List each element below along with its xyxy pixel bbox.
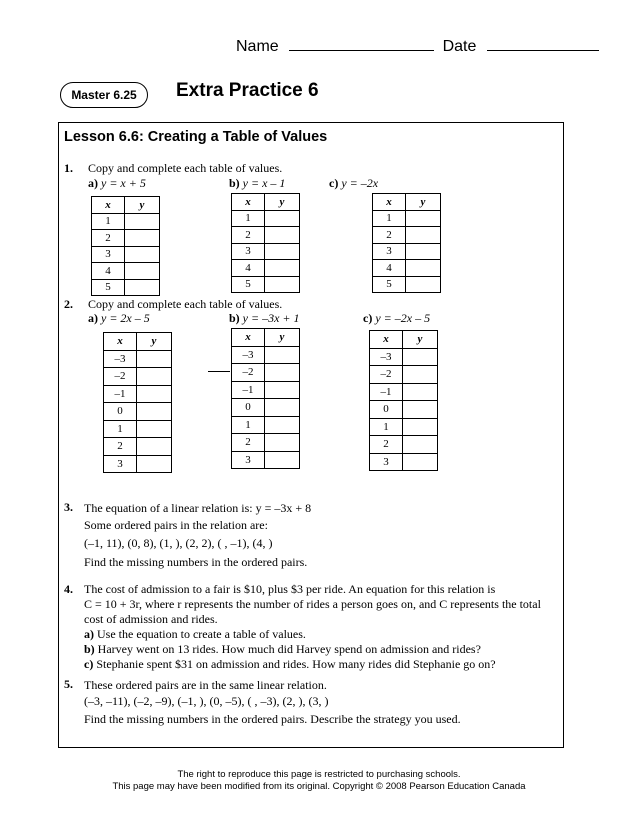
table-header-row xyxy=(232,194,300,211)
x-value: 0 xyxy=(232,399,265,417)
header-y: y xyxy=(265,329,300,347)
table-row xyxy=(370,401,438,419)
table-row xyxy=(232,346,300,364)
table-row xyxy=(232,227,300,244)
date-blank[interactable] xyxy=(487,36,599,51)
header-x: x xyxy=(370,331,403,349)
table-header-row xyxy=(373,194,441,211)
table-row xyxy=(104,368,172,386)
y-answer-cell[interactable] xyxy=(403,348,438,366)
q5-line: These ordered pairs are in the same linear relation. xyxy=(84,678,327,692)
q5-line: (–3, –11), (–2, –9), (–1, ), (0, –5), ( , –3), (2, ), (3, ) xyxy=(84,694,329,708)
x-value: –3 xyxy=(104,350,137,368)
table-row xyxy=(232,243,300,260)
q4-line: cost of admission and rides. xyxy=(84,612,218,626)
y-answer-cell[interactable] xyxy=(265,227,300,244)
x-value: 1 xyxy=(104,420,137,438)
q2-part-a: a) y = 2x – 5 xyxy=(88,311,150,325)
header-y: y xyxy=(265,194,300,211)
table-header-row xyxy=(92,197,160,214)
x-value: 0 xyxy=(104,403,137,421)
q2-part-b: b) y = –3x + 1 xyxy=(229,311,300,325)
y-answer-cell[interactable] xyxy=(125,230,160,247)
table-row xyxy=(232,260,300,277)
header-y: y xyxy=(125,197,160,214)
q3-line: (–1, 11), (0, 8), (1, ), (2, 2), ( , –1), (4, ) xyxy=(84,536,273,550)
y-answer-cell[interactable] xyxy=(125,246,160,263)
table-row xyxy=(92,230,160,247)
q3-line: Some ordered pairs in the relation are: xyxy=(84,517,268,532)
y-answer-cell[interactable] xyxy=(137,385,172,403)
table-row xyxy=(232,416,300,434)
master-badge: Master 6.25 xyxy=(60,82,148,108)
table-row xyxy=(232,451,300,469)
y-answer-cell[interactable] xyxy=(406,276,441,293)
y-answer-cell[interactable] xyxy=(137,438,172,456)
table-row xyxy=(232,210,300,227)
header-x: x xyxy=(92,197,125,214)
table-row xyxy=(373,276,441,293)
q4-part-c: c) Stephanie spent $31 on admission and rides. How many rides did Stephanie go on? xyxy=(84,657,496,671)
q1-number: 1. xyxy=(64,161,73,175)
q1b-table xyxy=(231,193,300,293)
header-y: y xyxy=(137,333,172,351)
y-answer-cell[interactable] xyxy=(265,399,300,417)
table-row xyxy=(370,418,438,436)
x-value: 2 xyxy=(373,227,406,244)
y-answer-cell[interactable] xyxy=(403,366,438,384)
q5-body xyxy=(84,677,461,727)
x-value: 3 xyxy=(232,243,265,260)
table-row xyxy=(104,420,172,438)
table-row xyxy=(373,227,441,244)
y-answer-cell[interactable] xyxy=(406,243,441,260)
x-value: 1 xyxy=(370,418,403,436)
q1-part-b: b) y = x – 1 xyxy=(229,176,286,190)
table-row xyxy=(370,366,438,384)
q4-part-b: b) Harvey went on 13 rides. How much did Harvey spend on admission and rides? xyxy=(84,642,481,656)
x-value: –1 xyxy=(370,383,403,401)
y-answer-cell[interactable] xyxy=(265,210,300,227)
x-value: –3 xyxy=(232,346,265,364)
header-y: y xyxy=(403,331,438,349)
q4-line: The cost of admission to a fair is $10, plus $3 per ride. An equation for this relation is xyxy=(84,582,496,596)
y-answer-cell[interactable] xyxy=(265,416,300,434)
x-value: 5 xyxy=(92,279,125,296)
table-row xyxy=(232,381,300,399)
y-answer-cell[interactable] xyxy=(403,418,438,436)
q2c-table xyxy=(369,330,438,471)
table-row xyxy=(104,385,172,403)
x-value: –3 xyxy=(370,348,403,366)
q5-line: Find the missing numbers in the ordered pairs. Describe the strategy you used. xyxy=(84,712,461,726)
x-value: 1 xyxy=(92,213,125,230)
y-answer-cell[interactable] xyxy=(406,227,441,244)
x-value: 5 xyxy=(232,276,265,293)
x-value: –1 xyxy=(232,381,265,399)
footer-line-1: The right to reproduce this page is restricted to purchasing schools. xyxy=(177,769,461,780)
table-row xyxy=(370,383,438,401)
y-answer-cell[interactable] xyxy=(137,455,172,473)
name-date-line xyxy=(236,36,599,56)
table-row xyxy=(370,436,438,454)
x-value: 3 xyxy=(370,453,403,471)
q4-part-a: a) Use the equation to create a table of values. xyxy=(84,627,306,641)
y-answer-cell[interactable] xyxy=(265,381,300,399)
y-answer-cell[interactable] xyxy=(403,401,438,419)
y-answer-cell[interactable] xyxy=(137,350,172,368)
y-answer-cell[interactable] xyxy=(125,279,160,296)
x-value: 4 xyxy=(232,260,265,277)
table-header-row xyxy=(232,329,300,347)
q4-line: C = 10 + 3r, where r represents the number of rides a person goes on, and C represents the total xyxy=(84,597,541,611)
x-value: 2 xyxy=(104,438,137,456)
y-answer-cell[interactable] xyxy=(403,383,438,401)
table-row xyxy=(373,243,441,260)
table-row xyxy=(92,246,160,263)
header-x: x xyxy=(104,333,137,351)
y-answer-cell[interactable] xyxy=(406,260,441,277)
x-value: 1 xyxy=(232,416,265,434)
y-answer-cell[interactable] xyxy=(265,346,300,364)
y-answer-cell[interactable] xyxy=(265,243,300,260)
y-answer-cell[interactable] xyxy=(125,213,160,230)
q1-text: Copy and complete each table of values. xyxy=(88,161,283,175)
x-value: 4 xyxy=(92,263,125,280)
x-value: 4 xyxy=(373,260,406,277)
stray-line xyxy=(208,371,230,372)
y-answer-cell[interactable] xyxy=(137,420,172,438)
name-label: Name xyxy=(236,38,279,55)
x-value: 1 xyxy=(373,210,406,227)
table-header-row xyxy=(370,331,438,349)
x-value: 3 xyxy=(232,451,265,469)
lesson-title: Lesson 6.6: Creating a Table of Values xyxy=(64,129,328,145)
x-value: –2 xyxy=(104,368,137,386)
table-row xyxy=(232,364,300,382)
table-row xyxy=(370,453,438,471)
q3-number: 3. xyxy=(64,500,73,514)
q2-text: Copy and complete each table of values. xyxy=(88,297,283,311)
table-row xyxy=(92,279,160,296)
x-value: –1 xyxy=(104,385,137,403)
header-x: x xyxy=(232,194,265,211)
page-title: Extra Practice 6 xyxy=(176,80,319,101)
x-value: 2 xyxy=(232,434,265,452)
table-row xyxy=(104,455,172,473)
table-row xyxy=(92,213,160,230)
table-row xyxy=(104,438,172,456)
table-header-row xyxy=(104,333,172,351)
footer-line-2: This page may have been modified from its original. Copyright © 2008 Pearson Education Canada xyxy=(112,781,526,792)
table-row xyxy=(104,350,172,368)
table-row xyxy=(232,399,300,417)
date-label: Date xyxy=(442,38,477,55)
table-row xyxy=(373,260,441,277)
x-value: 2 xyxy=(232,227,265,244)
q3-line: Find the missing numbers in the ordered pairs. xyxy=(84,554,308,569)
q1c-table xyxy=(372,193,441,293)
x-value: 3 xyxy=(104,455,137,473)
header-y: y xyxy=(406,194,441,211)
x-value: –2 xyxy=(370,366,403,384)
x-value: 1 xyxy=(232,210,265,227)
y-answer-cell[interactable] xyxy=(265,364,300,382)
y-answer-cell[interactable] xyxy=(125,263,160,280)
q2b-table xyxy=(231,328,300,469)
table-row xyxy=(370,348,438,366)
x-value: 0 xyxy=(370,401,403,419)
x-value: –2 xyxy=(232,364,265,382)
name-blank[interactable] xyxy=(289,36,434,51)
table-row xyxy=(104,403,172,421)
y-answer-cell[interactable] xyxy=(265,434,300,452)
q1-part-c: c) y = –2x xyxy=(329,176,379,190)
q3-body xyxy=(84,500,311,570)
table-row xyxy=(92,263,160,280)
q2-part-c: c) y = –2x – 5 xyxy=(363,311,431,325)
q3-line: The equation of a linear relation is: y = –3x + 8 xyxy=(84,501,312,515)
x-value: 2 xyxy=(92,230,125,247)
table-row xyxy=(232,434,300,452)
y-answer-cell[interactable] xyxy=(137,403,172,421)
table-row xyxy=(373,210,441,227)
q2a-table xyxy=(103,332,172,473)
y-answer-cell[interactable] xyxy=(406,210,441,227)
q1a-table xyxy=(91,196,160,296)
q4-number: 4. xyxy=(64,582,73,596)
header-x: x xyxy=(373,194,406,211)
y-answer-cell[interactable] xyxy=(265,260,300,277)
x-value: 3 xyxy=(92,246,125,263)
x-value: 2 xyxy=(370,436,403,454)
x-value: 3 xyxy=(373,243,406,260)
y-answer-cell[interactable] xyxy=(265,451,300,469)
q1-part-a: a) y = x + 5 xyxy=(88,176,146,190)
table-row xyxy=(232,276,300,293)
y-answer-cell[interactable] xyxy=(265,276,300,293)
y-answer-cell[interactable] xyxy=(403,436,438,454)
q2-number: 2. xyxy=(64,297,73,311)
y-answer-cell[interactable] xyxy=(403,453,438,471)
q4-body xyxy=(84,582,541,672)
q5-number: 5. xyxy=(64,677,73,691)
header-x: x xyxy=(232,329,265,347)
x-value: 5 xyxy=(373,276,406,293)
y-answer-cell[interactable] xyxy=(137,368,172,386)
